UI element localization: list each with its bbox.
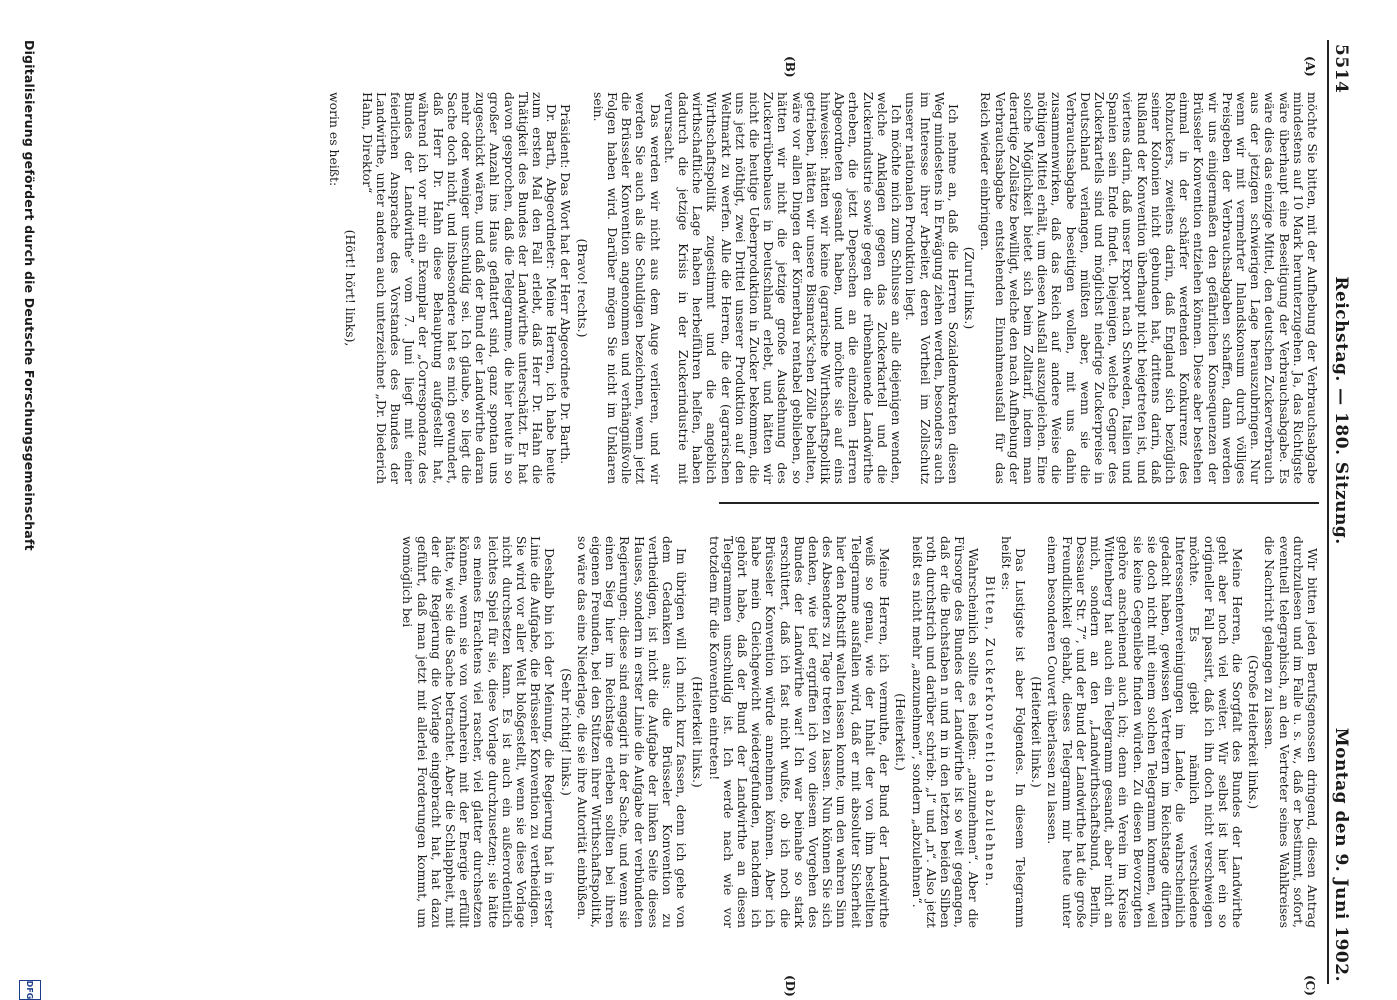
page-number: 5514 — [1331, 44, 1351, 94]
paragraph: Das werden wir nicht aus dem Auge verlieren, und wir werden Sie auch als die Schuldigen bezeichnen, wenn jetzt die Brüsseler Konvention angenommen und verhängnißvolle Folgen haben wird. Darüber mögen Sie nicht im Unklaren sein. — [590, 92, 663, 484]
paragraph: Meine Herren, ich vermuthe, der Bund der Landwirthe weiß so genau, wie der Inhalt der von ihm bestellten Telegramme ausfallen wird, daß er mit absoluter Sicherheit hier den Rothstift walten lassen konnte, um den wahren Sinn des Absenders zu Tage treten zu lassen. Nun können Sie sich denken, wie tief ergriffen ich von diesem Vorgehen des Bundes der Landwirthe war! Ich war beinahe so stark erschüttert, daß ich fast nicht wußte, ob ich noch die Brüsseler Konvention würde annehmen können. Aber ich habe mein Gleichgewicht wiedergefunden, nachdem ich gehört habe, daß der Bund der Landwirthe an diesen Telegrammen unschuldig ist. Ich werde nach wie vor trotzdem für die Konvention eintreten! — [706, 536, 893, 928]
left-column — [327, 92, 1319, 484]
right-column — [400, 536, 1319, 928]
paragraph: Im übrigen will ich mich kurz fassen, denn ich gehe von dem Gedanken aus: die Brüsseler Konvention zu vertheidigen, ist nicht die Aufgabe der linken Seite dieses Hauses, sondern in erster Linie die Aufgabe der verbündeten Regierungen; diese sind engagirt in der Sache, und wenn sie einen Sieg hier im Reichstage erleben sollten bei ihren eigenen Freunden, bei den Stützen ihrer Wirthschaftspolitik, so wäre das eine Niederlage, die sie ihre Autorität einbüßen. — [574, 536, 690, 928]
page-header — [1331, 44, 1361, 982]
session-title: Reichstag. — 180. Sitzung. — [1331, 276, 1351, 545]
paragraph: Ich nehme an, daß die Herren Sozialdemokraten diesen Weg mindestens in Erwägung ziehen werden, besonders auch im Interesse ihrer Arbeiter, deren Vortheil im Zollschutz unserer nationalen Produktion liegt. — [903, 92, 961, 484]
paragraph: Wahrscheinlich sollte es heißen: „anzunehmen“. Aber die Fürsorge des Bundes der Landwirthe ist so weit gegangen, daß er die Buchstaben n und m in den letzten beiden Silben roth durchstrich und darüber schrieb: „l“ und „n“. Also jetzt heißt es nicht mehr „anzunehmen“, sondern „abzulehnen“. — [909, 536, 982, 928]
dfg-logo: DFG — [19, 980, 41, 1000]
paragraph: Meine Herren, die Sorgfalt des Bundes der Landwirthe geht aber noch viel weiter. Wir selbst ist hier ein so origineller Fall passirt, daß ich ihn doch nicht verschweigen möchte. Es giebt nämlich verschiedene Interessentenvereinigungen im Lande, die wahrscheinlich gedacht haben, gewissen Vertretern im Reichstage dürften sie doch nicht mit einem solchen Telegramm kommen, weil sie keine Gegenliebe finden würden. Zu diesen Bevorzugten gehöre anscheinend auch ich; denn ein Verein im Kreise Wittenberg hat auch ein Telegramm gesandt, aber nicht an mich, sondern an den „Landwirthschaftsbund, Berlin, Dessauer Str. 7“, und der Bund der Landwirthe hat die große Freundlichkeit gehabt, dieses Telegramm mir heute unter einem besonderen Couvert überlassen zu lassen. — [1045, 536, 1245, 928]
interjection: (Bravo! rechts.) — [574, 238, 590, 338]
interjection: (Zuruf links.) — [962, 246, 978, 330]
session-date: Montag den 9. Juni 1902. — [1331, 727, 1351, 982]
interjection: (Hört! hört! links), — [343, 229, 359, 347]
paragraph: worin es heißt: — [327, 92, 343, 187]
interjection: (Große Heiterkeit links.) — [1246, 654, 1262, 810]
interjection: (Heiterkeit links.) — [690, 676, 706, 788]
quoted-paragraph: Wir bitten jeden Berufsgenossen dringend, diesen Antrag durchzulesen und im Falle u. s. w., daß er bestimmt, sofort, eventuell telegraphisch, an den Vertreter seines Wahlkreises die Nachricht gelangen zu lassen. — [1262, 536, 1320, 928]
header-rule — [1327, 40, 1329, 984]
interjection: (Heiterkeit links.) — [1029, 676, 1045, 788]
column-divider — [719, 502, 1319, 504]
interjection: (Sehr richtig! links.) — [558, 668, 574, 796]
margin-mark-b: (B) — [783, 56, 797, 78]
paragraph: Ich möchte mich zum Schlusse an alle diejenigen wenden, welche Anklagen gegen das Zuckerkartell und die Zuckerindustrie sowie gegen die rübenbauende Landwirthe erheben, die jetzt Depeschen an die einzelnen Herren Abgeordneten gesandt haben, und möchte sie auf eins hinweisen: hätten wir keine (agrarische Wirthschaftspolitik getrieben, hätten wir unsere Bismarck'schen Zölle behalten, wäre vor allen Dingen der Körnerbau rentabel geblieben, so hätten wir nicht die jetzige große Ausdehnung des Zuckerrübenbaues in Deutschland erlebt, und hätten wir nicht die heutige Ueberproduktion in Zucker bekommen, die uns jetzt nöthigt, zwei Drittel unserer Produktion auf den Weltmarkt zu werfen. Alle die Herren, die der (agrarischen Wirthschaftspolitik zugestimmt und die angeblich wirthschaftliche Lage haben herbeiführen helfen, haben dadurch die jetzige Krisis in der Zuckerindustrie mit verursacht. — [661, 92, 905, 484]
margin-mark-d: (D) — [783, 975, 797, 997]
speaker-paragraph: Dr. Barth, Abgeordneter: Meine Herren, ich habe heute zum ersten Mal den Fall erlebt, daß Herr Dr. Hahn die Thätigkeit des Bundes der Landwirthe unterschätzt. Er hat davon gesprochen, daß die Telegramme, die hier heute in so großer Anzahl ins Haus geflattert sind, ganz spontan uns zugeschickt wären, und daß der Bund der Landwirthe daran mehr oder weniger unschuldig sei. Ich glaube, so liegt die Sache doch nicht, und insbesondere hat es mich gewundert, daß Herr Dr. Hahn diese Behauptung aufgestellt hat, während ich vor mir ein Exemplar der „Correspondenz des Bundes der Landwirthe“ vom 7. Juni liegt mit einer feierlichen Ansprache des Vorstandes des Bundes der Landwirthe, unter anderen auch unterzeichnet „Dr. Diederich Hahn, Direktor“ — [359, 92, 560, 484]
paragraph: möchte Sie bitten, mit der Aufhebung der Verbrauchsabgabe mindestens auf 10 Mark herunterzugehen. Ja, das Richtigste wäre überhaupt eine Beseitigung der Verbrauchsabgabe. Es wäre dies das einzige Mittel, den deutschen Zuckerverbrauch aus der jetzigen schwierigen Lage herauszubringen. Nur wenn wir mit vermehrter Inlandskonsum durch völliges Preisgeben der Verbrauchsabgaben schaffen, dann werden wir uns einigermaßen den gefährlichen Konsequenzen der Brüsseler Konvention entziehen können. Diese aber bestehen einmal in der schärfer werdenden Konkurrenz des Rohzuckers, zweitens darin, daß England sich bezüglich seiner Kolonien nicht gebunden hat, drittens darin, daß Rußland der Konvention überhaupt nicht beigetreten ist, und viertens darin, daß unser Export nach Schweden, Italien und Spanien sein Ende findet. Diejenigen, welche Gegner des Zuckerkartells sind und möglichst niedrige Zuckerpreise in Deutschland verlangen, müßten aber, wenn sie die Verbrauchsabgabe beseitigen wollen, mit uns dahin zusammenwirken, daß das Reich auf andere Weise die nöthigen Mittel erhält, um diesen Ausfall auszugleichen. Eine solche Möglichkeit bietet sich beim Zolltarif, indem man derartige Zollsätze bewilligt, welche den nach Aufhebung der Verbrauchsabgabe entstehenden Einnahmeausfall für das Reich wieder einbringen. — [978, 92, 1320, 484]
margin-mark-c: (C) — [1303, 975, 1317, 996]
speaker-paragraph: Präsident: Das Wort hat der Herr Abgeordnete Dr. Barth. — [558, 104, 574, 465]
footer-strip — [7, 0, 47, 1000]
interjection: (Heiterkeit.) — [893, 693, 909, 771]
digitization-note: Digitalisierung gefördert durch die Deutsche Forschungsgemeinschaft — [22, 40, 37, 551]
margin-mark-a: (A) — [1303, 56, 1317, 77]
paragraph: Deshalb bin ich der Meinung, die Regierung hat in erster Linie die Aufgabe, die Brüsseler Konvention zu vertheidigen. Sie wird vor aller Welt bloßgestellt, wenn sie diese Vorlage nicht durchsetzen kann. Es ist auch ein außerordentlich leichtes Spiel für sie, diese Vorlage durchzusetzen; sie hätte es meines Erachtens viel rascher, viel glatter durchsetzen können, wenn sie von vornherein mit der Energie erfüllt hätte, wie sie die Sache betrachtet. Aber die Schlappheit, mit der die Regierung die Vorlage eingebracht hat, hat dazu geführt, daß man jetzt mit allerlei Forderungen kommt, um womöglich bei — [400, 536, 558, 928]
paragraph: Das Lustigste ist aber Folgendes. In diesem Telegramm heißt es: — [998, 536, 1028, 928]
telegram-text: Bitten, Zuckerkonvention abzulehnen. — [982, 575, 998, 889]
